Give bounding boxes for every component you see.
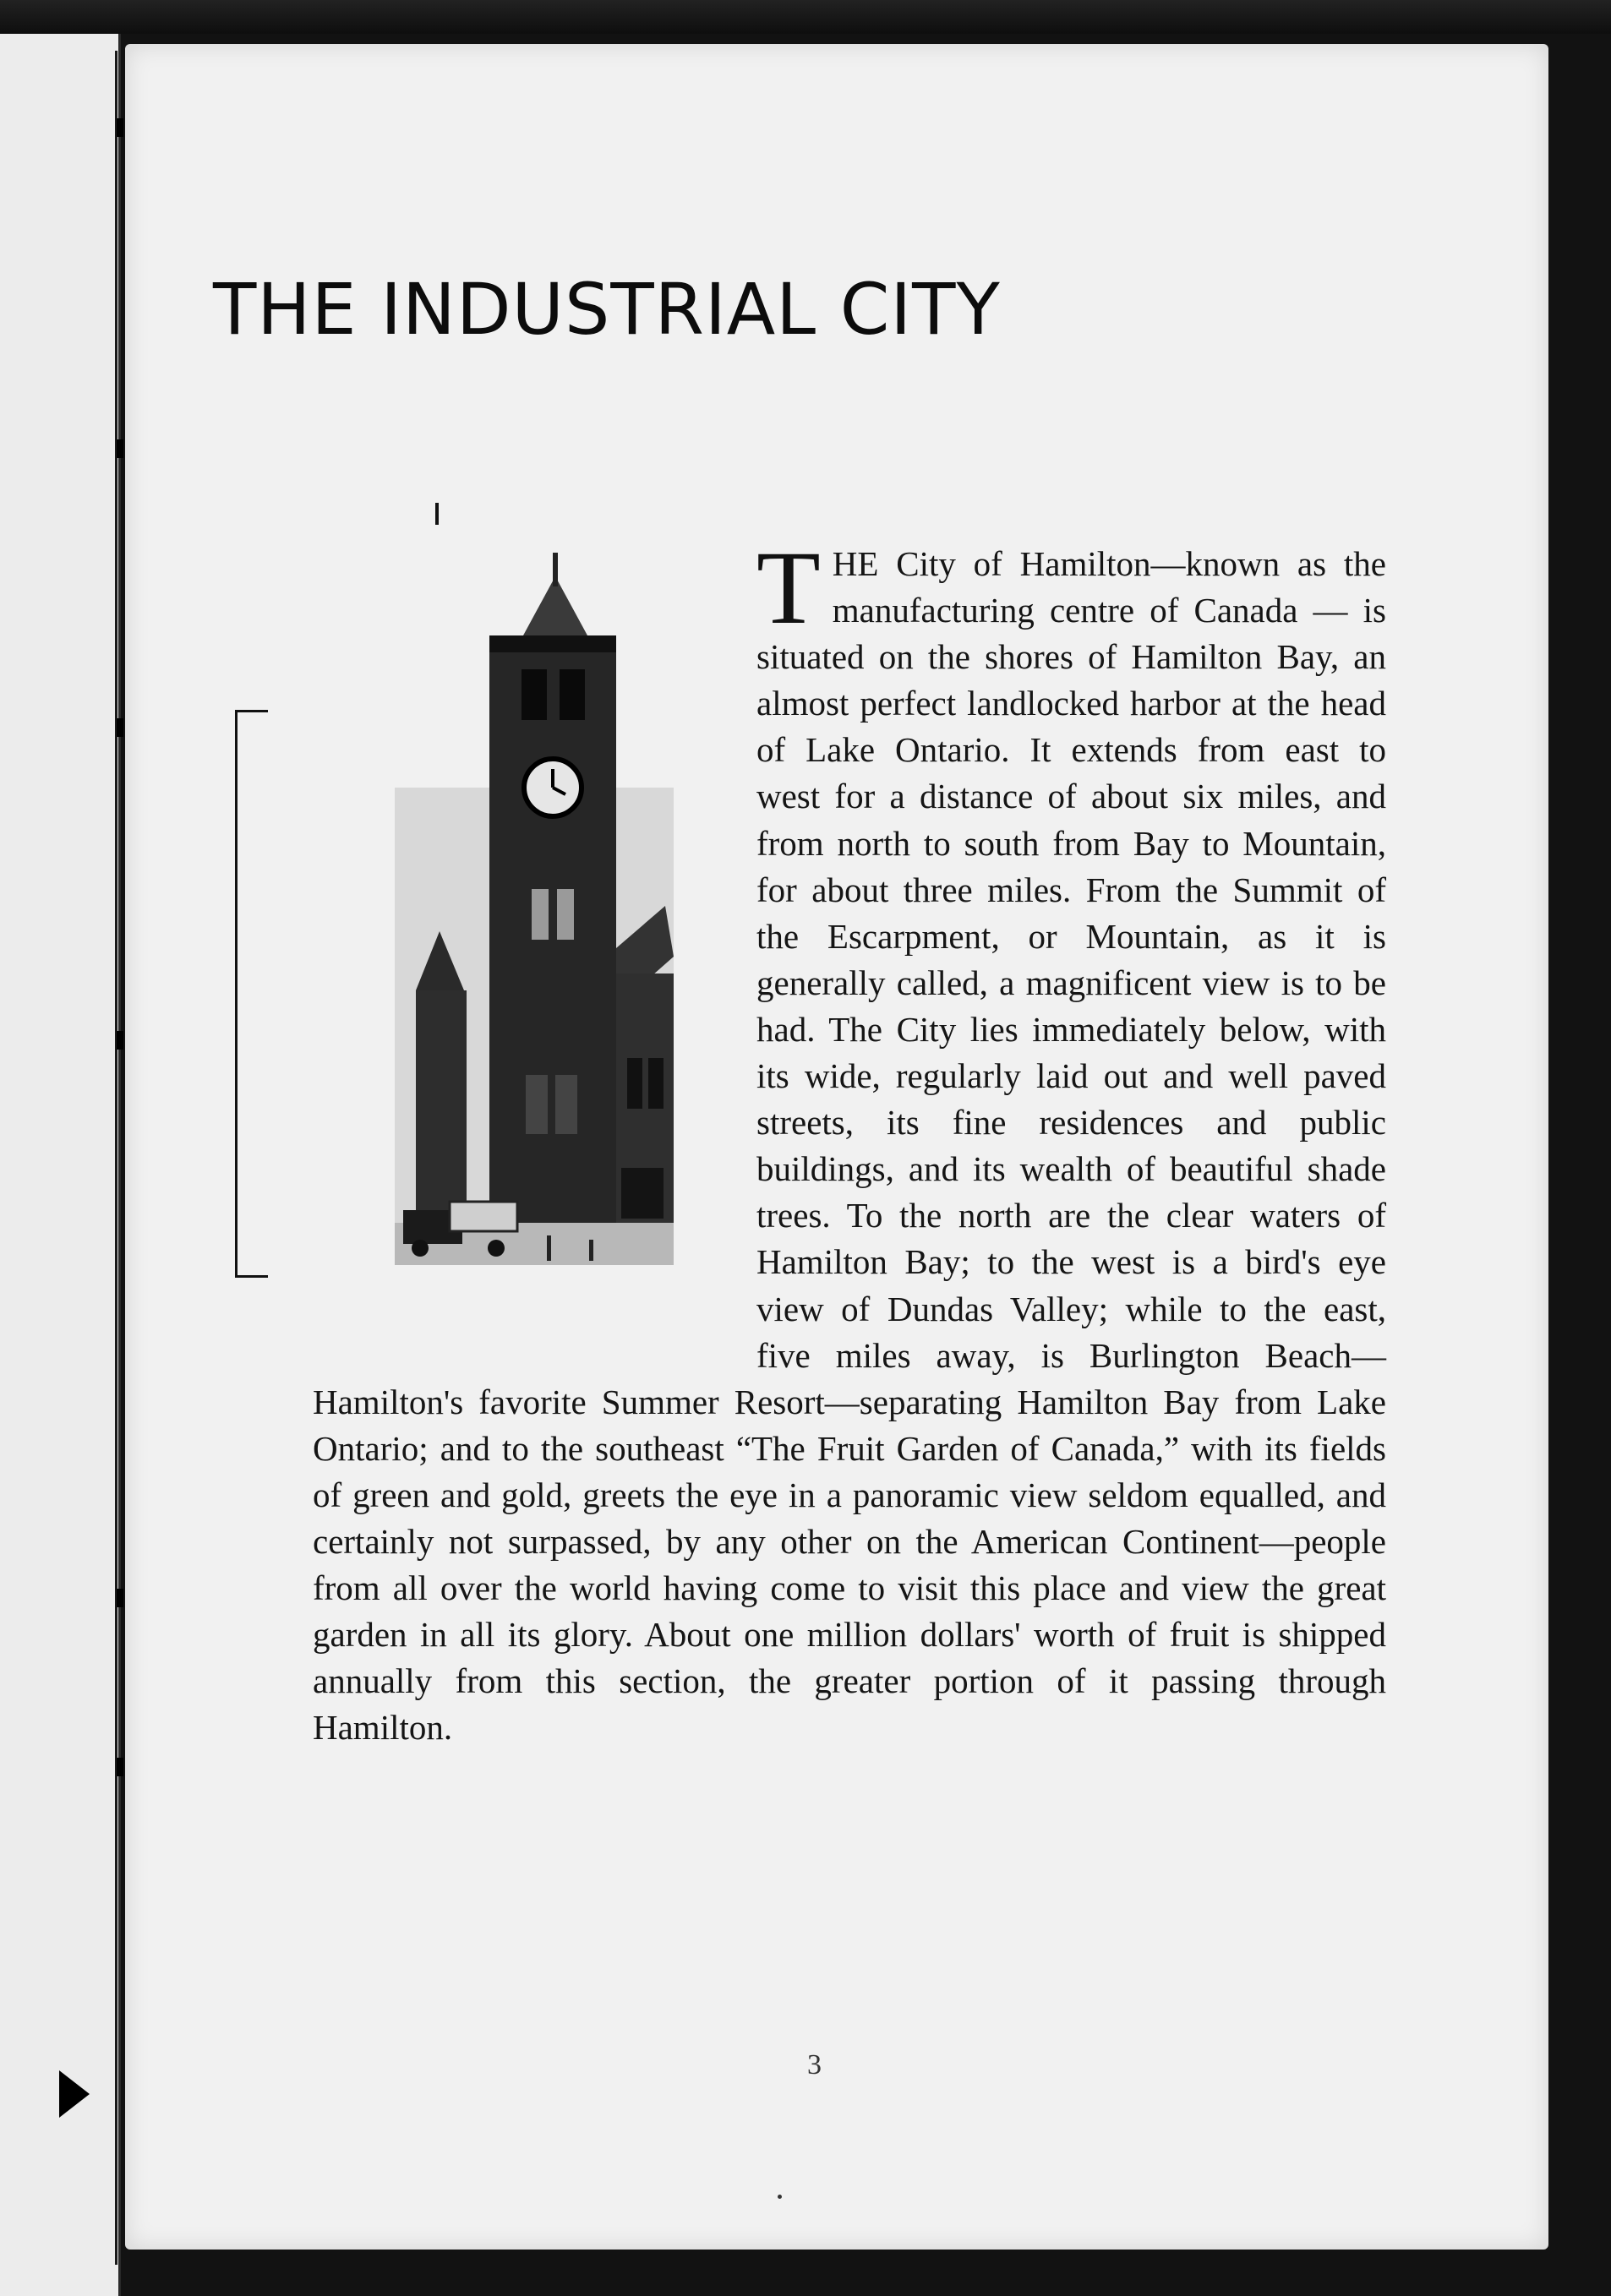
binding-mark xyxy=(117,118,123,137)
binding-mark xyxy=(117,718,123,737)
binding-mark xyxy=(117,439,123,458)
facing-page-margin xyxy=(0,34,121,2296)
photo-frame-tick xyxy=(435,503,439,525)
body-text xyxy=(313,530,1386,1751)
body-paragraph: HE City of Hamilton—known as the manufacturing centre of Canada — is situated on the shores of Hamilton Bay, an almost perfect landlocked harbor at the head of Lake Ontario. It extends from east to west for a distance of about six miles, and from north to south from Bay to Mountain, for about three miles. From the Summit of the Escarpment, or Mountain, as it is generally called, a magnificent view is to be had. The City lies immediately below, with its wide, regularly laid out and well paved streets, its fine residences and public buildings, and its wealth of beautiful shade trees. To the north are the clear waters of Hamilton Bay; to the west is a bird's eye view of Dundas Valley; while to the east, five miles away, is Burlington Beach—Hamilton's favorite Summer Resort—separating Hamilton Bay from Lake Ontario; and to the southeast “The Fruit Garden of Canada,” with its fields of green and gold, greets the eye in a panoramic view seldom equalled, and certainly not surpassed, by any other on the American Continent—people from all over the world having come to visit this place and view the great garden in all its glory. About one million dollars' worth of fruit is shipped annually from this section, the greater portion of it passing through Hamilton. xyxy=(313,544,1386,1748)
page-title: THE INDUSTRIAL CITY xyxy=(213,268,1001,351)
scan-speck xyxy=(778,2195,782,2199)
page-number: 3 xyxy=(807,2049,822,2081)
scan-top-edge xyxy=(0,0,1611,34)
binding-mark xyxy=(117,1758,123,1776)
binding-mark xyxy=(117,1589,123,1607)
binding-notch xyxy=(59,2070,90,2118)
drop-cap: T xyxy=(756,530,821,646)
binding-line xyxy=(115,51,117,2265)
photo-wrap-space xyxy=(313,541,756,1369)
binding-mark xyxy=(117,1031,123,1050)
